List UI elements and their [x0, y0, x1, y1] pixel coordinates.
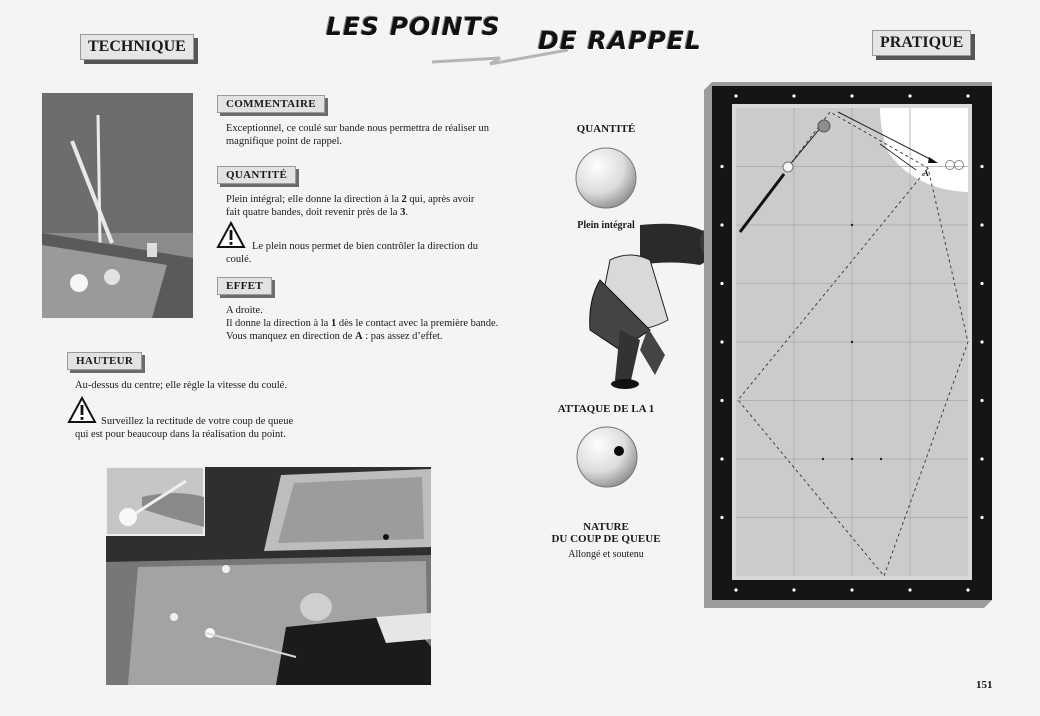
middle-quantite-caption: Plein intégral — [577, 220, 635, 231]
page-number: 151 — [976, 679, 993, 691]
collage-illustration — [106, 467, 431, 685]
warning-line: Le plein nous permet de bien contrôler la direction du — [252, 241, 478, 252]
nature-title-line: DU COUP DE QUEUE — [551, 533, 661, 545]
commentaire-line: magnifique point de rappel. — [226, 136, 343, 147]
effet-label: EFFET — [217, 277, 272, 295]
text-segment: qui, après avoir — [406, 194, 475, 205]
quantite-label: QUANTITÉ — [217, 166, 296, 184]
warning-line: Surveillez la rectitude de votre coup de queue — [101, 416, 294, 427]
hauteur-text: Au-dessus du centre; elle règle la vitesse du coulé. — [75, 380, 287, 391]
nature-title — [546, 521, 666, 545]
cue-ball — [783, 162, 793, 172]
text-bold: A — [354, 331, 363, 342]
pratique-tag: PRATIQUE — [872, 30, 971, 56]
quantite-line — [226, 206, 474, 219]
point-a-label: A — [923, 169, 929, 178]
nature-title-line: NATURE — [583, 521, 629, 533]
hauteur-warning-text — [75, 415, 355, 441]
commentaire-line: Exceptionnel, ce coulé sur bande nous permettra de réaliser un — [226, 123, 489, 134]
table-corner-illustration — [42, 93, 193, 318]
text-segment: Plein intégral; elle donne la direction à la — [226, 194, 402, 205]
effet-text — [226, 304, 498, 343]
table-corner-photo — [42, 93, 193, 318]
text-bold: 1 — [330, 318, 337, 329]
text-segment: dès le contact avec la première bande. — [336, 318, 499, 329]
quantite-text — [226, 193, 474, 219]
effet-line — [226, 317, 498, 330]
page-title-part1: LES POINTS — [326, 12, 501, 41]
text-segment: fait quatre bandes, doit revenir près de la — [226, 207, 401, 218]
text-bold: 3 — [400, 207, 406, 218]
hauteur-label: HAUTEUR — [67, 352, 142, 370]
title-underline-swoosh — [430, 44, 570, 66]
middle-quantite-title: QUANTITÉ — [576, 123, 636, 135]
player-collage-photo — [106, 467, 431, 685]
text-segment: Il donne la direction à la — [226, 318, 331, 329]
text-segment: . — [405, 207, 408, 218]
effet-line: A droite. — [226, 305, 263, 316]
nature-caption: Allongé et soutenu — [568, 549, 644, 560]
billiard-table-diagram — [700, 82, 996, 610]
warning-line: coulé. — [226, 254, 252, 265]
attaque-ball-icon — [575, 425, 639, 489]
text-bold: 2 — [401, 194, 407, 205]
commentaire-text — [226, 122, 489, 148]
page-title-part2: DE RAPPEL — [538, 26, 702, 55]
object-ball-1 — [818, 120, 830, 132]
effet-line — [226, 330, 498, 343]
warning-line: qui est pour beaucoup dans la réalisation du point. — [75, 429, 286, 440]
commentaire-label: COMMENTAIRE — [217, 95, 325, 113]
technique-tag: TECHNIQUE — [80, 34, 194, 60]
attaque-title: ATTAQUE DE LA 1 — [557, 403, 655, 415]
quantite-line — [226, 193, 474, 206]
quantite-warning-text — [226, 240, 496, 266]
text-segment: Vous manquez en direction de — [226, 331, 355, 342]
text-segment: : pas assez d’effet. — [362, 331, 443, 342]
contact-point-marker — [614, 446, 624, 456]
